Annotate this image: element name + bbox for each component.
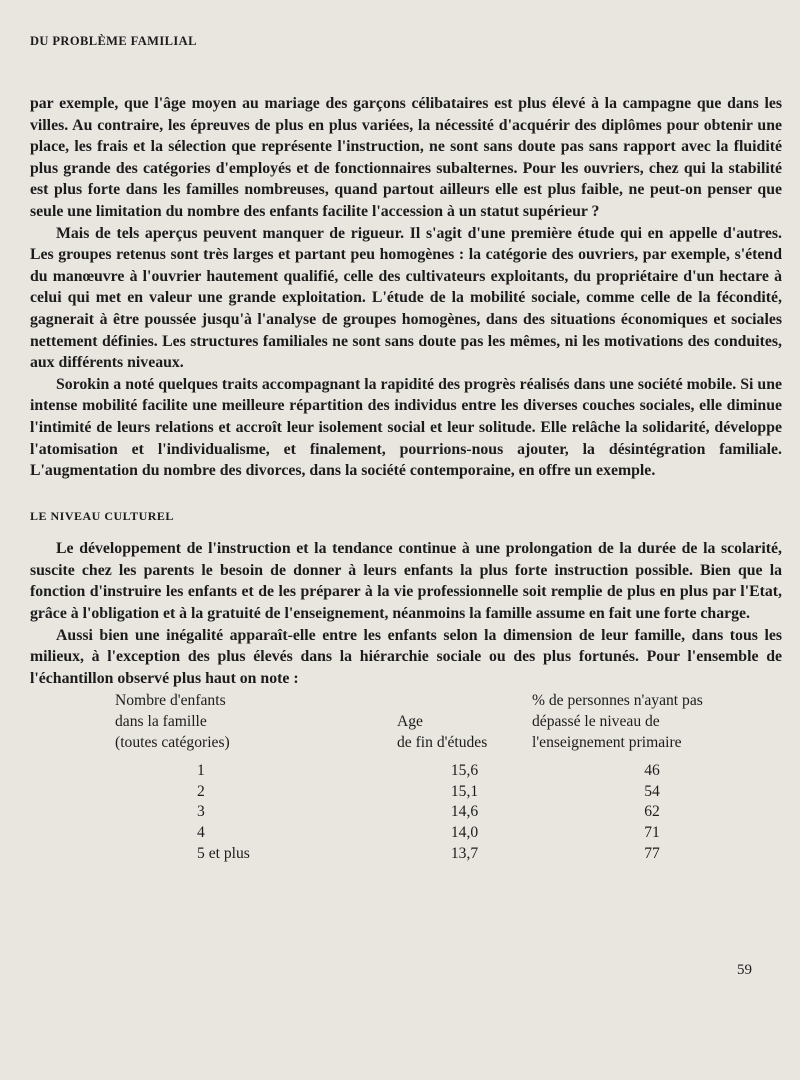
page-number: 59 bbox=[737, 962, 752, 978]
table-row: 3 14,6 62 bbox=[197, 803, 660, 821]
paragraph-2: Mais de tels aperçus peuvent manquer de rigueur. Il s'agit d'une première étude qui en appelle d'autres. Les groupes retenus sont très larges et partant peu homogènes : la catégorie des ouvriers, par exemple, s'étend du manœuvre à l'ouvrier hautement qualifié, celle des cultivateurs exploitants, du propriétaire d'un hectare à celui qui met en valeur une grande exploitation. L'étude de la mobilité sociale, comme celle de la fécondité, gagnerait à être poussée jusqu'à l'analyse de groupes homogènes, dans des situations économiques et sociales nettement définies. Les structures familiales ne sont sans doute pas les mêmes, ni les motivations des conduites, aux différents niveaux. bbox=[30, 224, 782, 372]
running-header: DU PROBLÈME FAMILIAL bbox=[30, 34, 197, 48]
table-header-primary: % de personnes n'ayant pas dépassé le niveau de l'enseignement primaire bbox=[532, 692, 703, 751]
table-row: 2 15,1 54 bbox=[197, 782, 660, 800]
body-text bbox=[30, 93, 782, 864]
paragraph-3: Sorokin a noté quelques traits accompagnant la rapidité des progrès réalisés dans une société mobile. Si une intense mobilité facilite une meilleure répartition des individus entre les diverses couches sociales, elle diminue l'intimité de leurs relations et accroît leur isolement social et leur solitude. Elle relâche la solidarité, développe l'atomisation et l'individualisme, et finalement, pourrions-nous ajouter, la désintégration familiale. L'augmentation du nombre des divorces, dans la société contemporaine, en offre un exemple. bbox=[30, 375, 782, 480]
table-row: 1 15,6 46 bbox=[197, 762, 660, 780]
section-paragraph-1: Le développement de l'instruction et la tendance continue à une prolongation de la durée de la scolarité, suscite chez les parents le besoin de donner à leurs enfants la plus forte instruction possible. Bien que la fonction d'instruire les enfants et de les préparer à la vie professionnelle soit remplie de plus en plus par l'Etat, grâce à l'obligation et à la gratuité de l'enseignement, néanmoins la famille assume en fait une forte charge. bbox=[30, 540, 782, 623]
table-header-children: Nombre d'enfants dans la famille (toutes catégories) bbox=[115, 692, 230, 751]
education-table bbox=[115, 691, 772, 864]
table-row: 4 14,0 71 bbox=[197, 824, 660, 841]
table-row: 5 et plus 13,7 77 bbox=[197, 844, 660, 862]
paragraph-1: par exemple, que l'âge moyen au mariage des garçons célibataires est plus élevé à la campagne que dans les villes. Au contraire, les épreuves de plus en plus variées, la nécessité d'acquérir des diplômes pour obtenir une place, les frais et la sélection que représente l'instruction, ne sont sans doute pas sans rapport avec la fluidité plus grande des catégories d'employés et de fonctionnaires subalternes. Pour les ouvriers, chez qui la stabilité est plus forte dans les familles nombreuses, quand partout ailleurs elle est plus faible, ne peut-on penser que seule une limitation du nombre des enfants facilite l'accession à un statut supérieur ? bbox=[30, 95, 782, 220]
section-paragraph-2: Aussi bien une inégalité apparaît-elle entre les enfants selon la dimension de leur famille, dans tous les milieux, à l'exception des plus élevés dans la hiérarchie sociale ou des plus fortunés. Pour l'ensemble de l'échantillon observé plus haut on note : bbox=[30, 626, 782, 687]
table-header-age: Age de fin d'études bbox=[397, 713, 488, 751]
section-title: LE NIVEAU CULTUREL bbox=[30, 508, 174, 523]
